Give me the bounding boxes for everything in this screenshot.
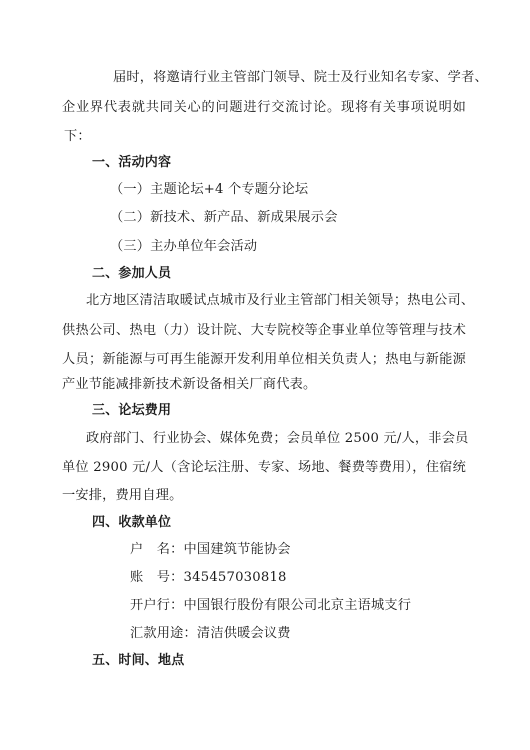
section-1-item-1: （一）主题论坛+4 个专题分论坛 bbox=[110, 182, 309, 197]
section-1-item-2: （二）新技术、新产品、新成果展示会 bbox=[110, 210, 338, 225]
section-2-line-1: 北方地区清洁取暖试点城市及行业主管部门相关领导；热电公司、 bbox=[86, 293, 475, 308]
account-number: 账 号：345457030818 bbox=[130, 570, 287, 585]
section-1-item-3: （三）主办单位年会活动 bbox=[110, 239, 258, 254]
section-2-line-3: 人员；新能源与可再生能源开发利用单位相关负责人；热电与新能源 bbox=[62, 352, 466, 367]
section-5-heading: 五、时间、地点 bbox=[92, 653, 185, 668]
section-1-heading: 一、活动内容 bbox=[92, 155, 172, 170]
bank-name: 开户行：中国银行股份有限公司北京主语城支行 bbox=[130, 598, 412, 613]
section-4-heading: 四、收款单位 bbox=[92, 515, 172, 530]
section-2-line-4: 产业节能减排新技术新设备相关厂商代表。 bbox=[62, 377, 317, 392]
remittance-purpose: 汇款用途：清洁供暖会议费 bbox=[130, 626, 291, 641]
intro-line-3: 下： bbox=[64, 129, 91, 144]
section-3-line-1: 政府部门、行业协会、媒体免费；会员单位 2500 元/人，非会员 bbox=[86, 431, 469, 446]
section-3-heading: 三、论坛费用 bbox=[92, 403, 172, 418]
section-2-line-2: 供热公司、热电（力）设计院、大专院校等企事业单位等管理与技术 bbox=[62, 323, 466, 338]
section-2-heading: 二、参加人员 bbox=[92, 266, 172, 281]
section-3-line-2: 单位 2900 元/人（含论坛注册、专家、场地、餐费等费用），住宿统 bbox=[62, 460, 466, 475]
intro-line-1: 届时，将邀请行业主管部门领导、院士及行业知名专家、学者、 bbox=[113, 70, 488, 85]
intro-line-2: 企业界代表就共同关心的问题进行交流讨论。现将有关事项说明如 bbox=[62, 100, 466, 115]
section-3-line-3: 一安排，费用自理。 bbox=[62, 488, 183, 503]
account-name: 户 名：中国建筑节能协会 bbox=[130, 542, 291, 557]
